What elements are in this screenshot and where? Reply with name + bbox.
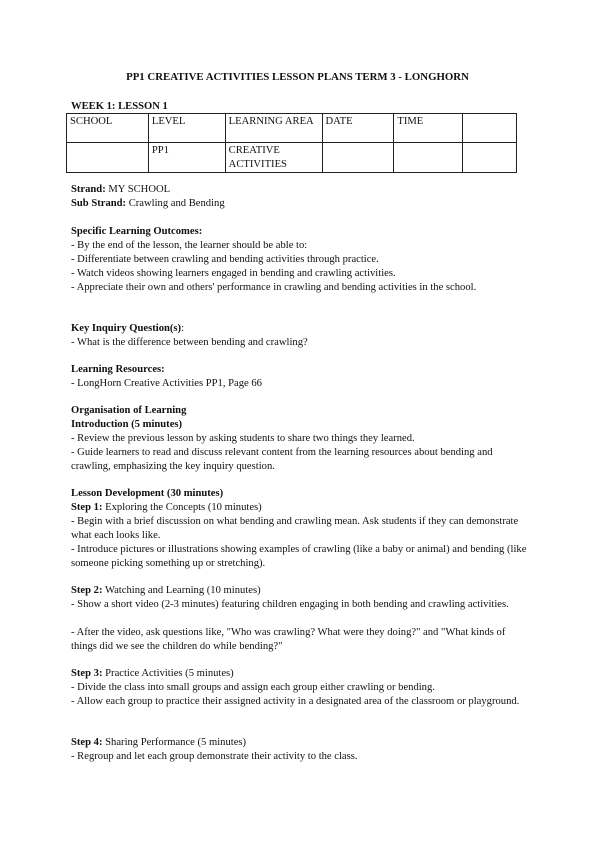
page-title: PP1 CREATIVE ACTIVITIES LESSON PLANS TERM 3 - LONGHORN (126, 71, 469, 83)
list-item: - Appreciate their own and others' performance in crawling and bending activities in the school. (71, 282, 477, 293)
step-2-heading: Step 2: Watching and Learning (10 minutes) (71, 585, 261, 596)
list-item: - Guide learners to read and discuss relevant content from the learning resources about bending and crawling, emphasizing the key inquiry question. (71, 447, 493, 472)
inquiry-heading: Key Inquiry Question(s): (71, 323, 185, 334)
sub-strand-line: Sub Strand: Crawling and Bending (71, 198, 225, 209)
table-cell: PP1 (148, 143, 225, 173)
list-item: - Regroup and let each group demonstrate their activity to the class. (71, 751, 358, 762)
table-cell: LEARNING AREA (225, 114, 322, 143)
list-item: - Introduce pictures or illustrations showing examples of crawling (like a baby or animal) and bending (like someone picking something up or stretching). (71, 544, 527, 569)
list-item: - Show a short video (2-3 minutes) featuring children engaging in both bending and crawling activities. (71, 599, 509, 610)
step-3-heading: Step 3: Practice Activities (5 minutes) (71, 668, 234, 679)
week-lesson-heading: WEEK 1: LESSON 1 (71, 101, 168, 112)
lesson-info-table (66, 113, 517, 173)
list-item: - Review the previous lesson by asking students to share two things they learned. (71, 433, 415, 444)
table-cell (67, 143, 149, 173)
table-cell: SCHOOL (67, 114, 149, 143)
list-item: - What is the difference between bending and crawling? (71, 337, 308, 348)
table-cell: TIME (394, 114, 463, 143)
step-4-heading: Step 4: Sharing Performance (5 minutes) (71, 737, 247, 748)
table-row (67, 143, 517, 173)
organisation-heading: Organisation of Learning (71, 405, 187, 416)
resources-heading: Learning Resources: (71, 364, 165, 375)
step-1-heading: Step 1: Exploring the Concepts (10 minutes) (71, 502, 262, 513)
table-cell: DATE (322, 114, 394, 143)
list-item: - Allow each group to practice their assigned activity in a designated area of the classroom or playground. (71, 696, 520, 707)
table-cell (394, 143, 463, 173)
outcomes-heading: Specific Learning Outcomes: (71, 226, 203, 237)
list-item: - Differentiate between crawling and bending activities through practice. (71, 254, 379, 265)
list-item: - LongHorn Creative Activities PP1, Page 66 (71, 378, 262, 389)
list-item: - Begin with a brief discussion on what bending and crawling mean. Ask students if they can demonstrate what each looks like. (71, 516, 519, 541)
table-cell (463, 143, 517, 173)
table-cell: CREATIVE ACTIVITIES (225, 143, 322, 173)
strand-line: Strand: MY SCHOOL (71, 184, 171, 195)
introduction-heading: Introduction (5 minutes) (71, 419, 183, 430)
table-cell (322, 143, 394, 173)
list-item: - By the end of the lesson, the learner should be able to: (71, 240, 308, 251)
table-cell: LEVEL (148, 114, 225, 143)
list-item: - Divide the class into small groups and assign each group either crawling or bending. (71, 682, 435, 693)
table-cell (463, 114, 517, 143)
development-heading: Lesson Development (30 minutes) (71, 488, 224, 499)
list-item: - Watch videos showing learners engaged in bending and crawling activities. (71, 268, 396, 279)
table-header-row (67, 114, 517, 143)
list-item: - After the video, ask questions like, "Who was crawling? What were they doing?" and "What kinds of things did we see the children do while bending?" (71, 627, 506, 652)
